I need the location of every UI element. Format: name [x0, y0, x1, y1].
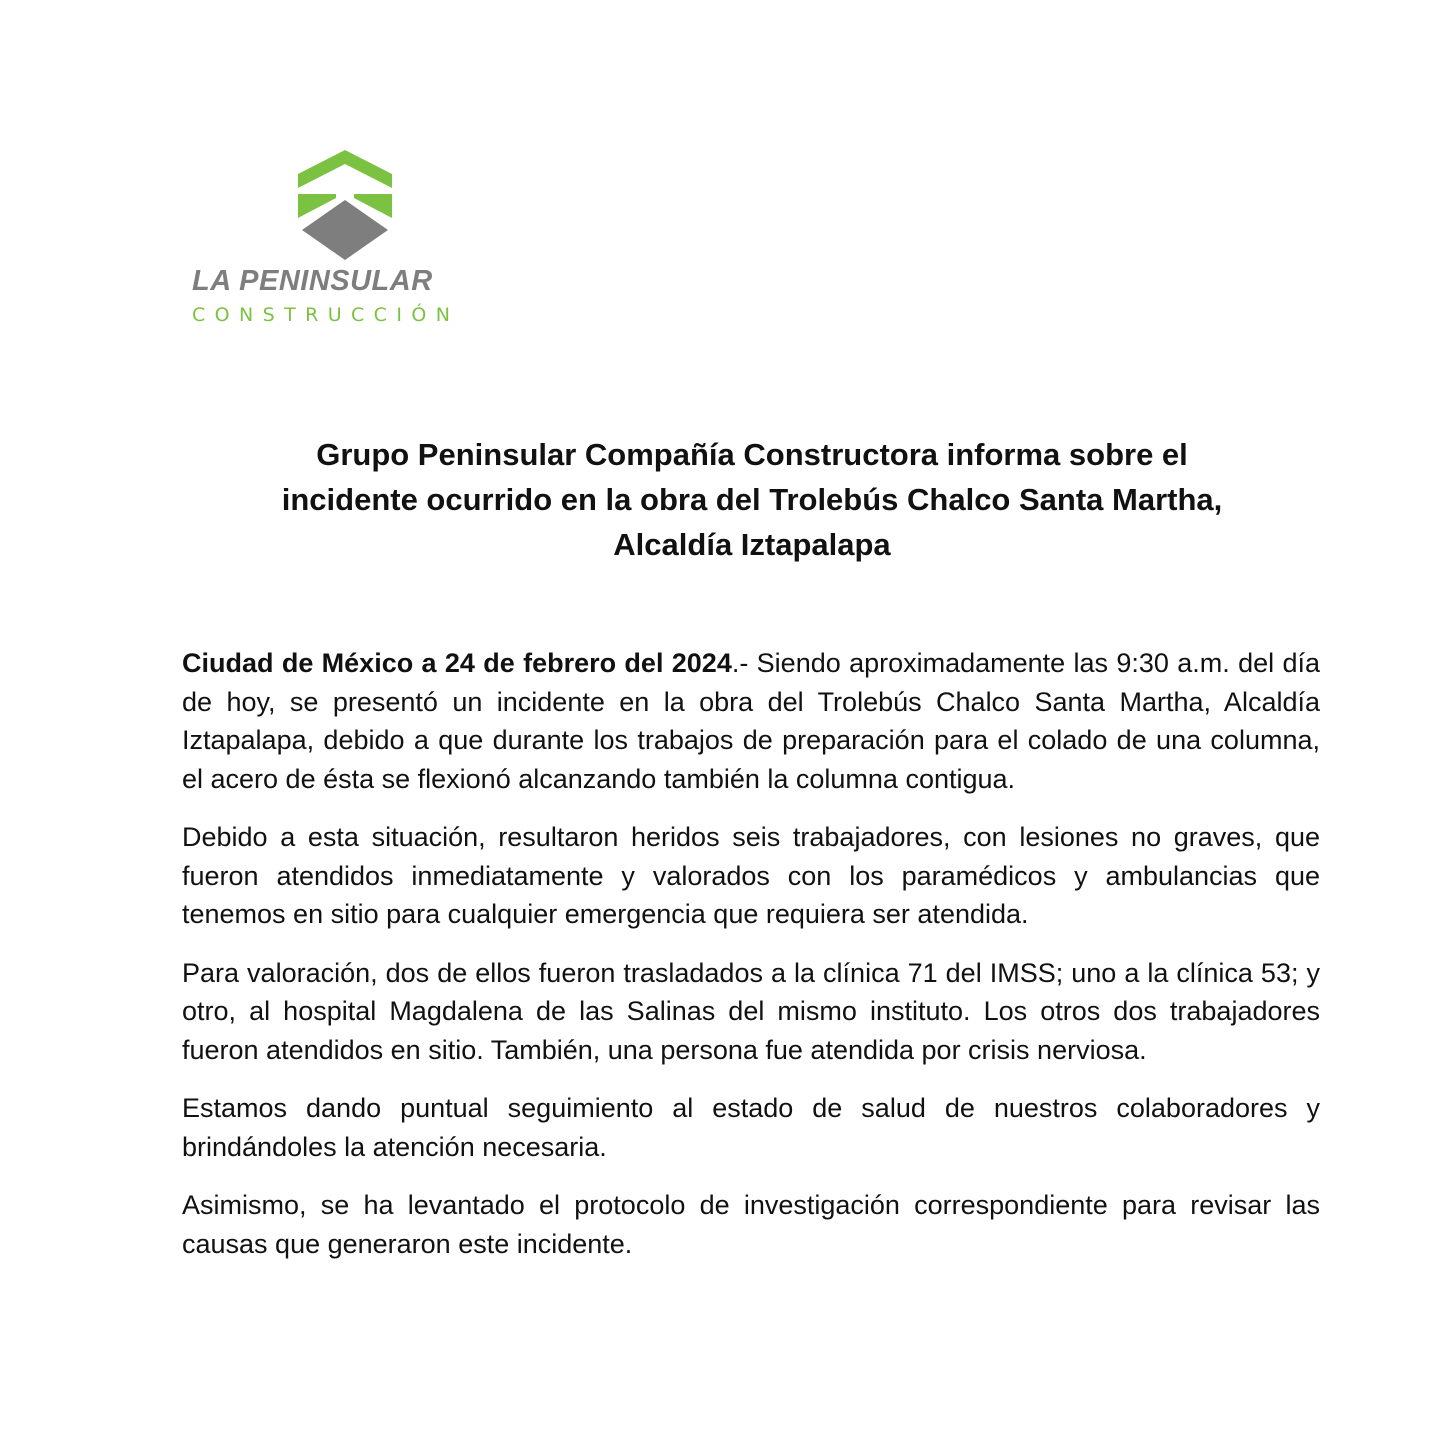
- logo-subtitle: CONSTRUCCIÓN: [192, 304, 460, 326]
- dateline: Ciudad de México a 24 de febrero del 2024: [182, 648, 732, 678]
- paragraph-investigation: Asimismo, se ha levantado el protocolo de investigación correspondiente para revisar las causas que generaron este incidente.: [182, 1190, 1320, 1259]
- la-peninsular-logo-icon: [298, 150, 392, 262]
- logo-wordmark: LA PENINSULAR: [192, 265, 433, 297]
- company-logo: [190, 150, 510, 340]
- lead-paragraph: [182, 644, 1320, 798]
- paragraph-injuries: Debido a esta situación, resultaron heridos seis trabajadores, con lesiones no graves, que fueron atendidos inmediatamente y valorados con los paramédicos y ambulancias que tenemos en sitio para cualquier emergencia que requiera ser atendida.: [182, 822, 1320, 929]
- press-release-body: [182, 644, 1320, 1283]
- paragraph-hospital-transfers: Para valoración, dos de ellos fueron trasladados a la clínica 71 del IMSS; uno a la clínica 53; y otro, al hospital Magdalena de las Salinas del mismo instituto. Los otros dos trabajadores fueron atendidos en sitio. También, una persona fue atendida por crisis nerviosa.: [182, 957, 1320, 1065]
- paragraph-follow-up: Estamos dando puntual seguimiento al estado de salud de nuestros colaboradores y brindándoles la atención necesaria.: [182, 1093, 1320, 1162]
- lead-text: .- Siendo aproximadamente las 9:30 a.m. del día de hoy, se presentó un incidente en la obra del Trolebús Chalco Santa Martha, Alcaldía Iztapalapa, debido a que durante los trabajos de preparación para el colado de una columna, el acero de ésta se flexionó alcanzando también la columna contigua.: [182, 648, 1320, 794]
- press-release-headline: Grupo Peninsular Compañía Constructora informa sobre el incidente ocurrido en la obra del Trolebús Chalco Santa Martha, Alcaldía Iztapalapa: [281, 437, 1223, 562]
